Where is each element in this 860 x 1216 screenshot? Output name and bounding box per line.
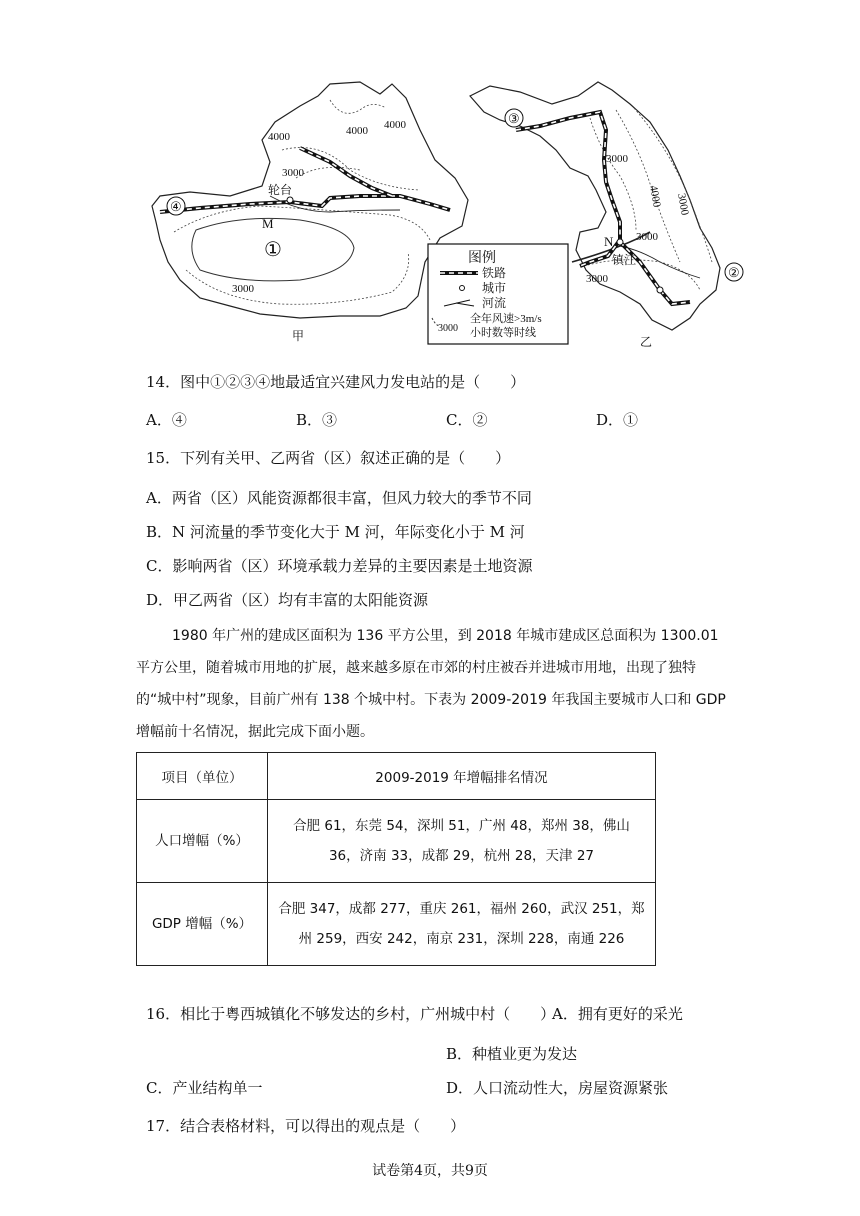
legend-isoline-line2: 小时数等时线 — [470, 327, 536, 339]
yi-contour-label: 3000 — [586, 273, 608, 285]
yi-contour — [590, 118, 636, 230]
river-n-label: N — [604, 234, 614, 249]
city-luntai-label: 轮台 — [268, 183, 293, 197]
map-yi-caption: 乙 — [640, 335, 653, 349]
q14-option-d: D．① — [596, 411, 639, 429]
page-footer: 试卷第4页，共9页 — [372, 1163, 488, 1179]
q14-option-c: C．② — [446, 411, 488, 429]
q16-option-d: D．人口流动性大，房屋资源紧张 — [446, 1079, 669, 1097]
city-zhenjiang-icon — [617, 239, 623, 245]
reading-passage — [136, 620, 726, 748]
jia-contour-label: 4000 — [384, 119, 406, 131]
yi-railway-east — [620, 242, 690, 304]
map-jia — [152, 82, 468, 343]
q16-option-c: C．产业结构单一 — [146, 1079, 263, 1097]
table-row-label: 人口增幅（%） — [137, 800, 268, 883]
q15-stem: 15．下列有关甲、乙两省（区）叙述正确的是（ ） — [146, 449, 511, 467]
legend-railway-label: 铁路 — [482, 266, 507, 280]
city-luntai-icon — [287, 197, 293, 203]
q15-option-c: C．影响两省（区）环境承载力差异的主要因素是土地资源 — [146, 557, 533, 575]
region-m-label: M — [262, 216, 274, 231]
map-figure — [0, 0, 860, 360]
table-header-cell: 项目（单位） — [137, 753, 268, 800]
yi-contour-label: 3000 — [675, 192, 691, 217]
q15-option-b: B．N 河流量的季节变化大于 M 河，年际变化小于 M 河 — [146, 523, 525, 541]
passage-text: 1980 年广州的建成区面积为 136 平方公里，到 2018 年城市建成区总面积为 1300.01 平方公里，随着城市用地的扩展，越来越多原在市郊的村庄被吞并进城市用地，出现了独特的“城中村”现象，目前广州有 138 个城中村。下表为 2009-2019 年我国主要城市人口和 GDP 增幅前十名情况，据此完成下面小题。 — [136, 628, 726, 740]
yi-contour-label: 4000 — [647, 184, 663, 209]
city-icon — [657, 287, 663, 293]
q14-stem: 14．图中①②③④地最适宜兴建风力发电站的是（ ） — [146, 373, 526, 391]
site-3-label: ③ — [508, 111, 520, 126]
q15-option-d: D．甲乙两省（区）均有丰富的太阳能资源 — [146, 591, 429, 609]
q16-option-b: B．种植业更为发达 — [446, 1045, 578, 1063]
map-legend — [428, 244, 568, 344]
legend-city-label: 城市 — [482, 281, 507, 295]
legend-title: 图例 — [468, 251, 496, 266]
q16-stem: 16．相比于粤西城镇化不够发达的乡村，广州城中村（ ） — [146, 1005, 556, 1023]
jia-contour — [330, 100, 386, 113]
yi-contour-label: 3000 — [606, 153, 628, 165]
q16-option-a: A．拥有更好的采光 — [552, 1005, 683, 1023]
table-row-value: 合肥 347，成都 277，重庆 261，福州 260，武汉 251，郑州 259，西安 242，南京 231，深圳 228，南通 226 — [268, 883, 656, 966]
site-1-label: ① — [264, 239, 282, 261]
map-jia-caption: 甲 — [292, 329, 305, 343]
jia-contour-label: 4000 — [346, 125, 368, 137]
jia-contour-label: 4000 — [268, 131, 290, 143]
jia-railway-branch — [300, 148, 392, 196]
q17-stem: 17．结合表格材料，可以得出的观点是（ ） — [146, 1117, 466, 1135]
jia-contour-label: 3000 — [282, 167, 304, 179]
legend-river-label: 河流 — [482, 296, 507, 310]
table-row — [137, 883, 656, 966]
legend-isoline-line1: 全年风速>3m/s — [470, 313, 542, 325]
site-4-label: ④ — [170, 199, 182, 214]
table-row-value: 合肥 61，东莞 54，深圳 51，广州 48，郑州 38，佛山 36，济南 33，成都 29，杭州 28，天津 27 — [268, 800, 656, 883]
legend-isoline-value: 3000 — [438, 323, 458, 334]
table-header-row — [137, 753, 656, 800]
q14-option-a: A．④ — [146, 411, 187, 429]
q15-option-a: A．两省（区）风能资源都很丰富，但风力较大的季节不同 — [146, 489, 532, 507]
site-2-label: ② — [728, 265, 740, 280]
jia-contour — [174, 206, 430, 240]
jia-contour-label: 3000 — [232, 283, 254, 295]
table-header-cell: 2009-2019 年增幅排名情况 — [268, 753, 656, 800]
legend-city-icon — [460, 286, 465, 291]
city-zhenjiang-label: 镇江 — [612, 253, 637, 267]
growth-ranking-table — [136, 752, 656, 966]
table-row — [137, 800, 656, 883]
jia-contour — [186, 252, 409, 304]
table-row-label: GDP 增幅（%） — [137, 883, 268, 966]
yi-contour-label: 3000 — [636, 231, 658, 243]
q14-option-b: B．③ — [296, 411, 338, 429]
